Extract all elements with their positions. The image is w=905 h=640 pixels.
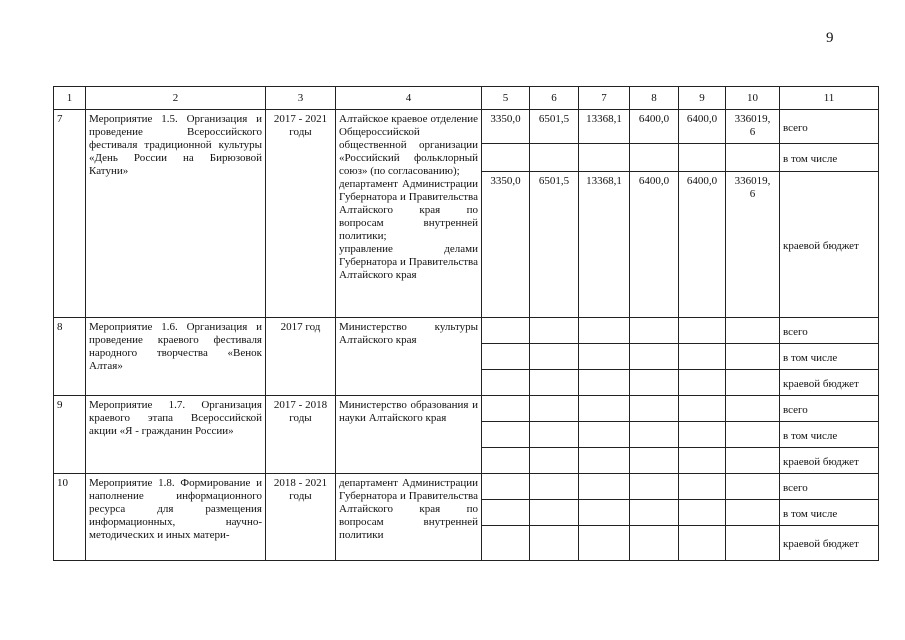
table-row (54, 474, 879, 500)
funding-source-cell: в том числе (780, 500, 879, 526)
row-number-cell: 7 (54, 110, 86, 318)
funding-source-cell: всего (780, 474, 879, 500)
column-number-cell: 8 (630, 87, 679, 110)
funding-value-cell (630, 144, 679, 172)
term-cell: 2018 - 2021 годы (266, 474, 336, 561)
executor-cell: Алтайское краевое отделение Общероссийской общественной организации «Российский фольклорный союз» (по согласованию); департамент Администрации Губернатора и Правительства Алтайского края по вопросам внутренней политики; управление делами Губернатора и Правительства Алтайского края (336, 110, 482, 318)
activity-name-cell: Мероприятие 1.7. Организация краевого этапа Всероссийской акции «Я - гражданин России» (86, 396, 266, 474)
funding-value-cell (530, 370, 579, 396)
funding-value-cell: 6501,5 (530, 172, 579, 318)
executor-cell: Министерство образования и науки Алтайского края (336, 396, 482, 474)
funding-source-cell: в том числе (780, 422, 879, 448)
funding-source-cell: краевой бюджет (780, 448, 879, 474)
funding-value-cell (482, 370, 530, 396)
funding-value-cell (530, 500, 579, 526)
column-number-cell: 2 (86, 87, 266, 110)
program-table (53, 86, 879, 561)
funding-value-cell: 6400,0 (679, 172, 726, 318)
funding-value-cell (579, 396, 630, 422)
activity-name-cell: Мероприятие 1.5. Организация и проведение Всероссийского фестиваля традиционной культуры «День России на Бирюзовой Катуни» (86, 110, 266, 318)
funding-value-cell (630, 318, 679, 344)
funding-value-cell: 6400,0 (630, 110, 679, 144)
term-cell: 2017 год (266, 318, 336, 396)
funding-value-cell: 6400,0 (630, 172, 679, 318)
funding-value-cell (679, 344, 726, 370)
funding-value-cell: 6400,0 (679, 110, 726, 144)
funding-value-cell (679, 500, 726, 526)
table-row (54, 396, 879, 422)
funding-value-cell (679, 474, 726, 500)
column-number-cell: 3 (266, 87, 336, 110)
column-number-cell: 1 (54, 87, 86, 110)
funding-value-cell (726, 500, 780, 526)
funding-value-cell (726, 526, 780, 561)
funding-source-cell: краевой бюджет (780, 370, 879, 396)
funding-value-cell (630, 396, 679, 422)
funding-value-cell: 336019, 6 (726, 110, 780, 144)
funding-source-cell: всего (780, 110, 879, 144)
funding-value-cell (579, 422, 630, 448)
funding-value-cell: 13368,1 (579, 172, 630, 318)
column-number-cell: 11 (780, 87, 879, 110)
funding-value-cell (726, 396, 780, 422)
funding-value-cell (630, 370, 679, 396)
funding-value-cell (726, 144, 780, 172)
funding-value-cell (482, 318, 530, 344)
column-number-cell: 10 (726, 87, 780, 110)
funding-value-cell: 3350,0 (482, 172, 530, 318)
row-number-cell: 9 (54, 396, 86, 474)
funding-value-cell (630, 448, 679, 474)
funding-value-cell: 6501,5 (530, 110, 579, 144)
funding-value-cell (530, 526, 579, 561)
funding-value-cell (579, 474, 630, 500)
funding-value-cell (679, 422, 726, 448)
column-number-cell: 7 (579, 87, 630, 110)
funding-value-cell (530, 448, 579, 474)
funding-source-cell: в том числе (780, 144, 879, 172)
funding-value-cell (579, 526, 630, 561)
funding-value-cell (530, 474, 579, 500)
funding-value-cell (726, 474, 780, 500)
funding-value-cell (482, 144, 530, 172)
page-number: 9 (826, 30, 834, 46)
funding-value-cell (482, 526, 530, 561)
funding-source-cell: всего (780, 318, 879, 344)
column-number-cell: 5 (482, 87, 530, 110)
activity-name-cell: Мероприятие 1.8. Формирование и наполнение информационного ресурса для размещения информационных, научно-методических и иных матери- (86, 474, 266, 561)
funding-source-cell: краевой бюджет (780, 172, 879, 318)
funding-value-cell (530, 318, 579, 344)
funding-value-cell: 3350,0 (482, 110, 530, 144)
column-number-cell: 9 (679, 87, 726, 110)
funding-value-cell (679, 448, 726, 474)
funding-value-cell (482, 422, 530, 448)
funding-value-cell (482, 396, 530, 422)
funding-value-cell (679, 318, 726, 344)
funding-value-cell (726, 318, 780, 344)
funding-value-cell (726, 448, 780, 474)
funding-value-cell (630, 344, 679, 370)
funding-value-cell (726, 370, 780, 396)
row-number-cell: 8 (54, 318, 86, 396)
funding-value-cell (630, 500, 679, 526)
funding-value-cell (579, 344, 630, 370)
funding-value-cell (530, 344, 579, 370)
funding-source-cell: всего (780, 396, 879, 422)
term-cell: 2017 - 2021 годы (266, 110, 336, 318)
funding-value-cell (482, 448, 530, 474)
funding-value-cell (579, 318, 630, 344)
funding-value-cell (679, 144, 726, 172)
funding-value-cell (679, 396, 726, 422)
executor-cell: департамент Администрации Губернатора и Правительства Алтайского края по вопросам внутренней политики (336, 474, 482, 561)
funding-value-cell (530, 396, 579, 422)
funding-value-cell (482, 500, 530, 526)
executor-cell: Министерство культуры Алтайского края (336, 318, 482, 396)
funding-value-cell (630, 526, 679, 561)
column-number-cell: 6 (530, 87, 579, 110)
funding-value-cell (679, 370, 726, 396)
funding-value-cell (579, 370, 630, 396)
funding-value-cell (679, 526, 726, 561)
row-number-cell: 10 (54, 474, 86, 561)
funding-value-cell (530, 144, 579, 172)
funding-value-cell (482, 344, 530, 370)
funding-value-cell (530, 422, 579, 448)
funding-value-cell (482, 474, 530, 500)
column-number-row (54, 87, 879, 110)
funding-value-cell (630, 474, 679, 500)
activity-name-cell: Мероприятие 1.6. Организация и проведение краевого фестиваля народного творчества «Венок Алтая» (86, 318, 266, 396)
funding-value-cell (726, 422, 780, 448)
funding-source-cell: краевой бюджет (780, 526, 879, 561)
funding-value-cell (726, 344, 780, 370)
column-number-cell: 4 (336, 87, 482, 110)
funding-source-cell: в том числе (780, 344, 879, 370)
funding-value-cell (630, 422, 679, 448)
term-cell: 2017 - 2018 годы (266, 396, 336, 474)
funding-value-cell (579, 144, 630, 172)
table-row (54, 110, 879, 144)
funding-value-cell: 336019, 6 (726, 172, 780, 318)
table-row (54, 318, 879, 344)
funding-value-cell (579, 448, 630, 474)
funding-value-cell (579, 500, 630, 526)
funding-value-cell: 13368,1 (579, 110, 630, 144)
